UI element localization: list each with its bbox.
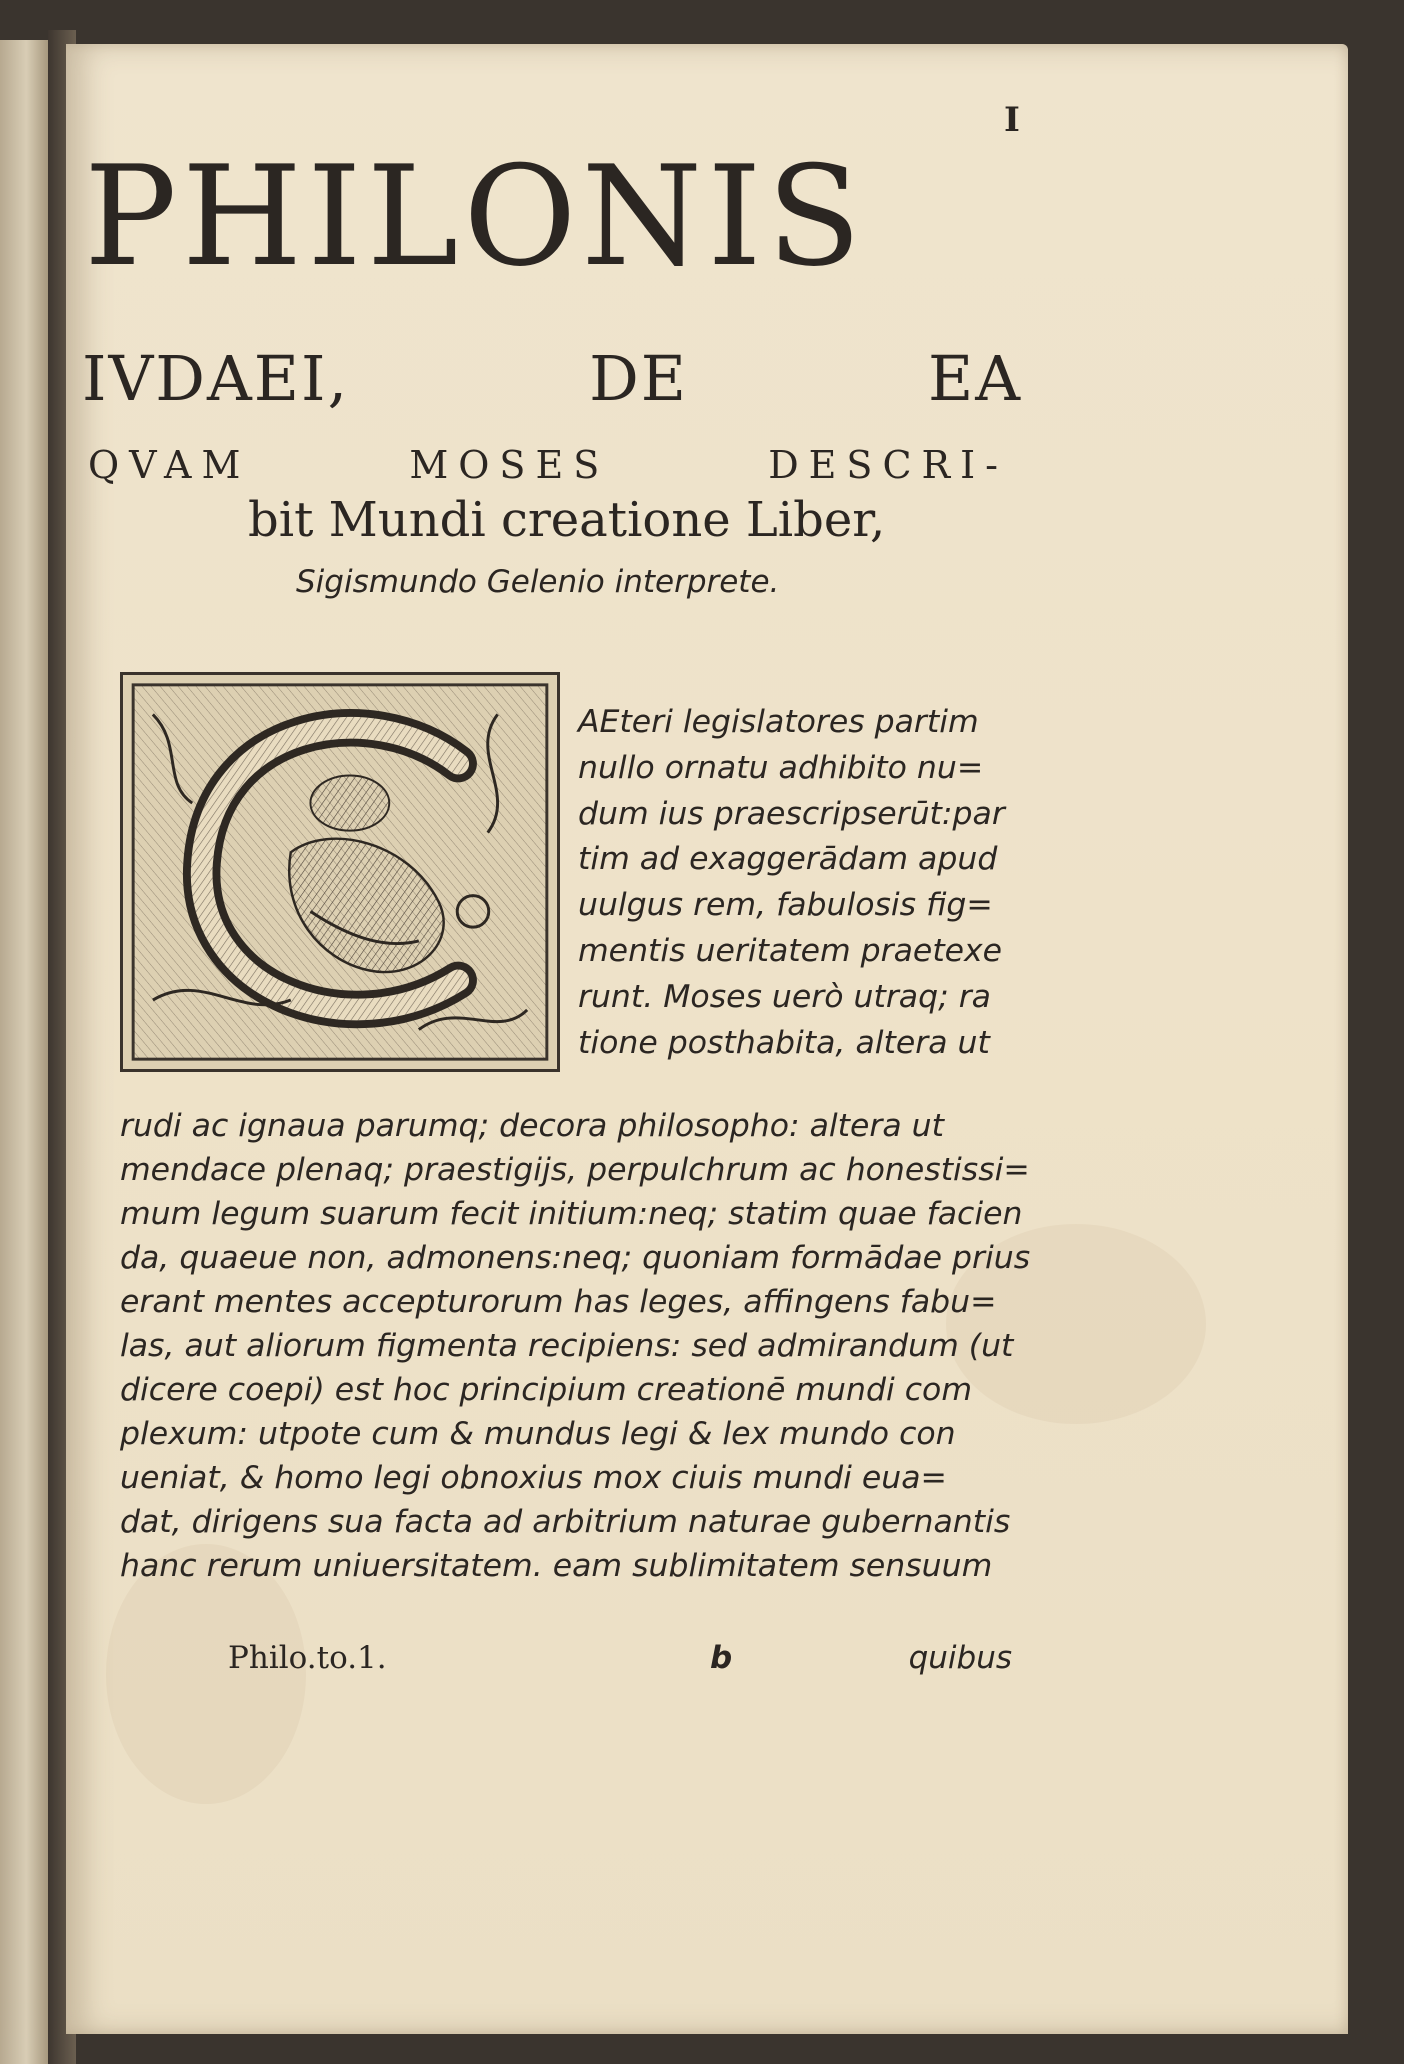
title-word: DE [589,342,689,415]
text-line: hanc rerum uniuersitatem. eam sublimitatem sensuum [120,1548,993,1584]
title-word: EA [927,342,1022,415]
body-paragraph [120,1104,1031,1588]
text-line: nullo ornatu adhibito nu= [578,749,984,786]
text-line: ueniat, & homo legi obnoxius mox ciuis mundi eua= [120,1460,947,1496]
text-line: tim ad exaggerādam apud [578,841,998,878]
text-line: da, quaeue non, admonens:neq; quoniam formādae prius [120,1240,1031,1276]
title-line-4: bit Mundi creatione Liber, [248,492,886,548]
text-line: mendace plenaq; praestigijs, perpulchrum ac honestissi= [120,1152,1030,1188]
text-line: uulgus rem, fabulosis fig= [578,887,993,924]
woodcut-illustration [123,675,557,1069]
title-word: IVDAEI, [82,342,350,415]
page-footer [222,1640,1012,1690]
text-line: AEteri legislatores partim [578,704,979,740]
text-line: mum legum suarum fecit initium:neq; statim quae facien [120,1196,1023,1232]
text-line: rudi ac ignaua parumq; decora philosopho: altera ut [120,1108,944,1144]
folio-number: I [1004,100,1020,140]
text-line: dum ius praescripserūt:par [578,795,1005,832]
text-line: tione posthabita, altera ut [578,1024,990,1061]
title-word: MOSES [409,443,610,487]
text-line: runt. Moses uerò utraq; ra [578,978,991,1015]
title-word: QVAM [88,443,251,487]
page-title: PHILONIS [84,136,867,297]
title-line-3 [88,443,1008,487]
text-line: dat, dirigens sua facta ad arbitrium naturae gubernantis [120,1504,1011,1540]
woodcut-initial-c [120,672,560,1072]
text-line: las, aut aliorum figmenta recipiens: sed admirandum (ut [120,1328,1014,1364]
translator-line: Sigismundo Gelenio interprete. [296,564,780,600]
title-word: DESCRI- [768,443,1008,487]
opening-paragraph [578,700,1018,1066]
catchword: quibus [908,1640,1012,1676]
text-line: plexum: utpote cum & mundus legi & lex mundo con [120,1416,956,1452]
text-line: erant mentes accepturorum has leges, affingens fabu= [120,1284,997,1320]
text-line: mentis ueritatem praetexe [578,932,1003,969]
text-line: dicere coepi) est hoc principium creationē mundi com [120,1372,973,1408]
gathering-mark: b [710,1640,733,1676]
signature-mark: Philo.to.1. [228,1640,387,1676]
title-line-2 [82,342,1022,415]
left-page-edge [0,40,50,2064]
